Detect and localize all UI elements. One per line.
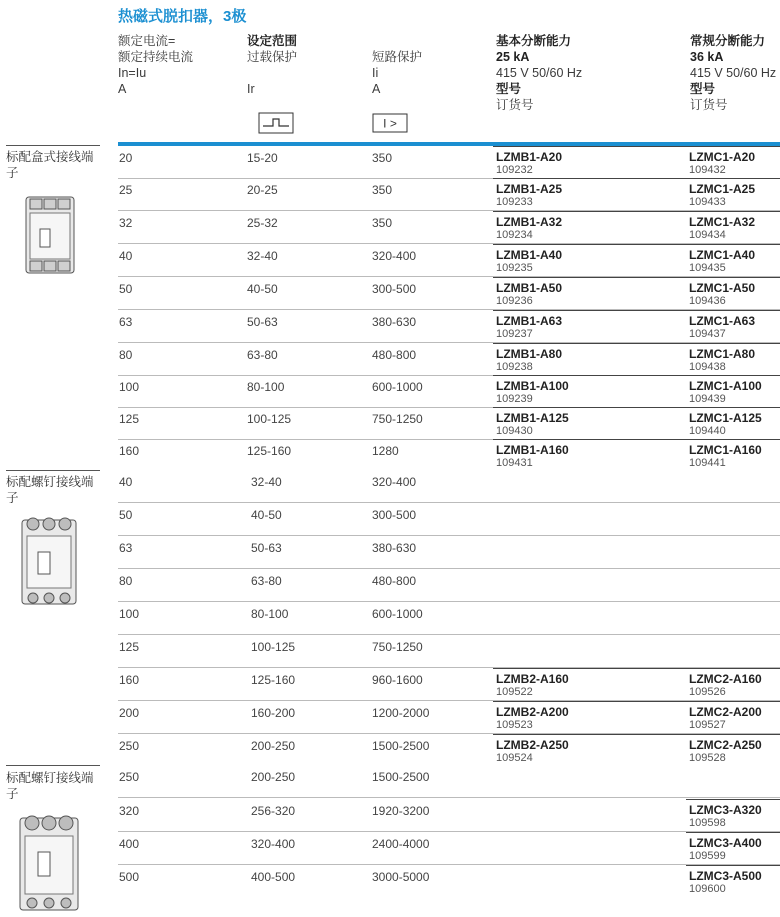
standard-model-cell: [689, 673, 762, 699]
overload-range-cell: 200-250: [251, 770, 296, 784]
model-divider: [493, 146, 780, 147]
standard-model-cell: [689, 315, 755, 341]
rated-current-cell: 40: [119, 475, 133, 489]
short-circuit-cell: 750-1250: [372, 640, 423, 654]
standard-model-cell: [689, 739, 762, 765]
model-number: LZMB1-A25: [496, 182, 563, 196]
rated-current-cell: 63: [119, 541, 133, 555]
model-number: LZMB2-A160: [496, 672, 569, 686]
circuit-breaker-screw-terminal-large-image: [16, 812, 82, 917]
table-row: [118, 701, 780, 734]
order-number: 109434: [689, 229, 726, 241]
circuit-breaker-box-terminal-image: [22, 195, 78, 280]
short-circuit-cell: 350: [372, 151, 393, 165]
header-standard-label: 常规分断能力: [690, 34, 766, 48]
model-number: LZMB1-A63: [496, 314, 563, 328]
overload-range-cell: 100-125: [247, 412, 292, 426]
rated-current-cell: 160: [119, 673, 140, 687]
overload-range-cell: 125-160: [251, 673, 296, 687]
rated-current-cell: 50: [119, 508, 133, 522]
short-circuit-cell: 320-400: [372, 475, 417, 489]
short-circuit-cell: 480-800: [372, 574, 417, 588]
overload-range-cell: 20-25: [247, 183, 278, 197]
model-number: LZMC1-A32: [689, 215, 756, 229]
row-divider: [118, 797, 780, 798]
order-number: 109432: [689, 164, 726, 176]
standard-model-cell: [689, 706, 762, 732]
rated-current-cell: 32: [119, 216, 133, 230]
short-circuit-cell: 320-400: [372, 249, 417, 263]
model-number: LZMC3-A400: [689, 836, 762, 850]
model-number: LZMC1-A63: [689, 314, 756, 328]
standard-model-cell: [689, 380, 762, 406]
overload-range-cell: 25-32: [247, 216, 278, 230]
rated-current-cell: 320: [119, 804, 140, 818]
model-number: LZMC3-A500: [689, 869, 762, 883]
basic-model-cell: [496, 380, 569, 406]
standard-model-cell: [689, 216, 755, 242]
basic-model-cell: [496, 739, 569, 765]
rated-current-cell: 50: [119, 282, 133, 296]
header-rated-current: [118, 33, 193, 97]
basic-model-cell: [496, 183, 562, 209]
standard-model-cell: [689, 151, 755, 177]
header-standard-breaking: [690, 33, 776, 113]
model-number: LZMB1-A160: [496, 443, 569, 457]
overload-range-cell: 40-50: [251, 508, 282, 522]
header-rated-current-line1: 额定电流=: [118, 34, 176, 48]
table-row: [118, 668, 780, 701]
model-number: LZMB1-A32: [496, 215, 563, 229]
order-number: 109526: [689, 686, 726, 698]
order-number: 109438: [689, 361, 726, 373]
rated-current-cell: 63: [119, 315, 133, 329]
model-divider: [493, 375, 780, 376]
header-rated-current-line2: 额定持续电流: [118, 50, 194, 64]
short-circuit-cell: 380-630: [372, 315, 417, 329]
short-circuit-cell: 300-500: [372, 508, 417, 522]
short-circuit-cell: 1500-2500: [372, 739, 430, 753]
order-number: 109237: [496, 328, 533, 340]
short-circuit-cell: 380-630: [372, 541, 417, 555]
model-divider: [493, 701, 780, 702]
header-short-circuit-label: 短路保护: [372, 50, 423, 64]
header-standard-ka: 36 kA: [690, 50, 724, 64]
header-standard-order-no: 订货号: [690, 98, 728, 112]
model-number: LZMB2-A200: [496, 705, 569, 719]
rated-current-cell: 25: [119, 183, 133, 197]
standard-model-cell: [689, 282, 755, 308]
table-row: [118, 734, 780, 767]
basic-model-cell: [496, 348, 562, 374]
model-divider: [493, 277, 780, 278]
order-number: 109235: [496, 262, 533, 274]
section-label-box-terminal: 标配盒式接线端子: [6, 150, 94, 180]
header-basic-label: 基本分断能力: [496, 34, 572, 48]
standard-model-cell: [689, 804, 762, 830]
overload-range-cell: 40-50: [247, 282, 278, 296]
rated-current-cell: 80: [119, 348, 133, 362]
rated-current-cell: 500: [119, 870, 140, 884]
standard-model-cell: [689, 348, 755, 374]
table-row: [118, 439, 780, 472]
model-number: LZMC1-A80: [689, 347, 756, 361]
basic-model-cell: [496, 249, 562, 275]
model-number: LZMB1-A125: [496, 411, 569, 425]
order-number: 109523: [496, 719, 533, 731]
overload-range-cell: 125-160: [247, 444, 292, 458]
order-number: 109524: [496, 752, 533, 764]
rated-current-cell: 125: [119, 640, 140, 654]
overload-range-cell: 63-80: [247, 348, 278, 362]
table-row: [118, 832, 780, 865]
header-rated-current-symbol: In=Iu: [118, 66, 147, 80]
basic-model-cell: [496, 282, 562, 308]
basic-model-cell: [496, 444, 569, 470]
short-circuit-cell: 3000-5000: [372, 870, 430, 884]
model-divider: [493, 211, 780, 212]
model-number: LZMB1-A50: [496, 281, 563, 295]
order-number: 109522: [496, 686, 533, 698]
order-number: 109238: [496, 361, 533, 373]
short-circuit-cell: 1280: [372, 444, 399, 458]
section-divider: [6, 765, 100, 766]
section-label-screw-terminal: 标配螺钉接线端子: [6, 475, 94, 505]
table-row: [118, 799, 780, 832]
table-row: [118, 635, 780, 668]
table-row: [118, 569, 780, 602]
short-circuit-cell: 600-1000: [372, 607, 423, 621]
rated-current-cell: 160: [119, 444, 140, 458]
header-standard-voltage: 415 V 50/60 Hz: [690, 66, 777, 80]
table-row: [118, 536, 780, 569]
rated-current-cell: 200: [119, 706, 140, 720]
header-short-circuit: [372, 49, 422, 97]
order-number: 109431: [496, 457, 533, 469]
standard-model-cell: [689, 183, 755, 209]
table-row: [118, 310, 780, 343]
short-circuit-cell: 1920-3200: [372, 804, 430, 818]
table-row: [118, 244, 780, 277]
model-divider: [493, 439, 780, 440]
model-number: LZMC2-A160: [689, 672, 762, 686]
table-row: [118, 211, 780, 244]
short-circuit-cell: 2400-4000: [372, 837, 430, 851]
basic-model-cell: [496, 412, 569, 438]
header-short-circuit-unit: A: [372, 82, 381, 96]
order-number: 109436: [689, 295, 726, 307]
model-divider: [493, 178, 780, 179]
overload-range-cell: 32-40: [251, 475, 282, 489]
header-standard-model: 型号: [690, 82, 716, 96]
table-row: [118, 407, 780, 440]
short-circuit-cell: 1500-2500: [372, 770, 430, 784]
model-divider: [686, 832, 780, 833]
rated-current-cell: 80: [119, 574, 133, 588]
rated-current-cell: 250: [119, 770, 140, 784]
table-row: [118, 602, 780, 635]
order-number: 109239: [496, 393, 533, 405]
model-number: LZMC1-A40: [689, 248, 756, 262]
table-row: [118, 865, 780, 898]
model-divider: [686, 799, 780, 800]
short-circuit-cell: 750-1250: [372, 412, 423, 426]
overload-range-cell: 15-20: [247, 151, 278, 165]
header-short-circuit-symbol: Ii: [372, 66, 379, 80]
order-number: 109234: [496, 229, 533, 241]
order-number: 109600: [689, 883, 726, 895]
model-number: LZMC2-A200: [689, 705, 762, 719]
order-number: 109435: [689, 262, 726, 274]
page-title: 热磁式脱扣器，3极: [118, 8, 247, 25]
order-number: 109437: [689, 328, 726, 340]
model-number: LZMC1-A25: [689, 182, 756, 196]
short-circuit-cell: 300-500: [372, 282, 417, 296]
overload-range-cell: 256-320: [251, 804, 296, 818]
table-row: [118, 178, 780, 211]
model-number: LZMB1-A20: [496, 150, 563, 164]
basic-model-cell: [496, 706, 569, 732]
order-number: 109527: [689, 719, 726, 731]
short-circuit-cell: 350: [372, 183, 393, 197]
magnetic-trip-symbol-icon: [372, 113, 408, 133]
basic-model-cell: [496, 315, 562, 341]
table-row: [118, 765, 780, 798]
model-divider: [686, 865, 780, 866]
header-rated-current-unit: A: [118, 82, 127, 96]
overload-range-cell: 63-80: [251, 574, 282, 588]
standard-model-cell: [689, 837, 762, 863]
circuit-breaker-screw-terminal-image: [18, 514, 80, 611]
overload-range-cell: 80-100: [247, 380, 285, 394]
section-label-screw-terminal-large: 标配螺钉接线端子: [6, 771, 94, 801]
model-number: LZMC1-A125: [689, 411, 762, 425]
model-number: LZMC1-A100: [689, 379, 762, 393]
short-circuit-cell: 960-1600: [372, 673, 423, 687]
order-number: 109232: [496, 164, 533, 176]
overload-range-cell: 200-250: [251, 739, 296, 753]
basic-model-cell: [496, 151, 562, 177]
model-number: LZMB1-A40: [496, 248, 563, 262]
table-row: [118, 375, 780, 408]
model-number: LZMB1-A100: [496, 379, 569, 393]
overload-range-cell: 400-500: [251, 870, 296, 884]
model-divider: [493, 407, 780, 408]
model-number: LZMC1-A20: [689, 150, 756, 164]
model-number: LZMC1-A160: [689, 443, 762, 457]
header-setting-range: [247, 33, 297, 97]
model-divider: [493, 668, 780, 669]
order-number: 109430: [496, 425, 533, 437]
table-row: [118, 343, 780, 376]
rated-current-cell: 250: [119, 739, 140, 753]
overload-range-cell: 80-100: [251, 607, 289, 621]
overload-range-cell: 320-400: [251, 837, 296, 851]
header-basic-model: 型号: [496, 82, 522, 96]
model-number: LZMB1-A80: [496, 347, 563, 361]
order-number: 109440: [689, 425, 726, 437]
header-overload-symbol: Ir: [247, 82, 255, 96]
header-overload-label: 过载保护: [247, 50, 298, 64]
rated-current-cell: 40: [119, 249, 133, 263]
basic-model-cell: [496, 673, 569, 699]
standard-model-cell: [689, 444, 762, 470]
standard-model-cell: [689, 249, 755, 275]
model-divider: [493, 734, 780, 735]
order-number: 109236: [496, 295, 533, 307]
overload-range-cell: 50-63: [251, 541, 282, 555]
model-number: LZMC3-A320: [689, 803, 762, 817]
table-row: [118, 146, 780, 179]
order-number: 109441: [689, 457, 726, 469]
order-number: 109599: [689, 850, 726, 862]
model-number: LZMC2-A250: [689, 738, 762, 752]
rated-current-cell: 100: [119, 380, 140, 394]
section-divider: [6, 145, 100, 146]
rated-current-cell: 400: [119, 837, 140, 851]
model-divider: [493, 343, 780, 344]
svg-text:I >: I >: [383, 116, 397, 131]
short-circuit-cell: 1200-2000: [372, 706, 430, 720]
thermal-trip-symbol-icon: [258, 112, 294, 134]
order-number: 109439: [689, 393, 726, 405]
order-number: 109528: [689, 752, 726, 764]
rated-current-cell: 125: [119, 412, 140, 426]
header-setting-range-label: 设定范围: [247, 34, 298, 48]
header-basic-breaking: [496, 33, 582, 113]
short-circuit-cell: 600-1000: [372, 380, 423, 394]
model-number: LZMC1-A50: [689, 281, 756, 295]
short-circuit-cell: 350: [372, 216, 393, 230]
overload-range-cell: 100-125: [251, 640, 296, 654]
header-basic-ka: 25 kA: [496, 50, 530, 64]
overload-range-cell: 32-40: [247, 249, 278, 263]
model-divider: [493, 244, 780, 245]
order-number: 109233: [496, 196, 533, 208]
table-row: [118, 470, 780, 503]
model-divider: [493, 310, 780, 311]
standard-model-cell: [689, 412, 762, 438]
table-row: [118, 277, 780, 310]
model-number: LZMB2-A250: [496, 738, 569, 752]
short-circuit-cell: 480-800: [372, 348, 417, 362]
header-basic-order-no: 订货号: [496, 98, 534, 112]
basic-model-cell: [496, 216, 562, 242]
order-number: 109598: [689, 817, 726, 829]
table-row: [118, 503, 780, 536]
section-divider: [6, 470, 100, 471]
rated-current-cell: 20: [119, 151, 133, 165]
standard-model-cell: [689, 870, 762, 896]
order-number: 109433: [689, 196, 726, 208]
overload-range-cell: 50-63: [247, 315, 278, 329]
header-basic-voltage: 415 V 50/60 Hz: [496, 66, 583, 80]
overload-range-cell: 160-200: [251, 706, 296, 720]
rated-current-cell: 100: [119, 607, 140, 621]
